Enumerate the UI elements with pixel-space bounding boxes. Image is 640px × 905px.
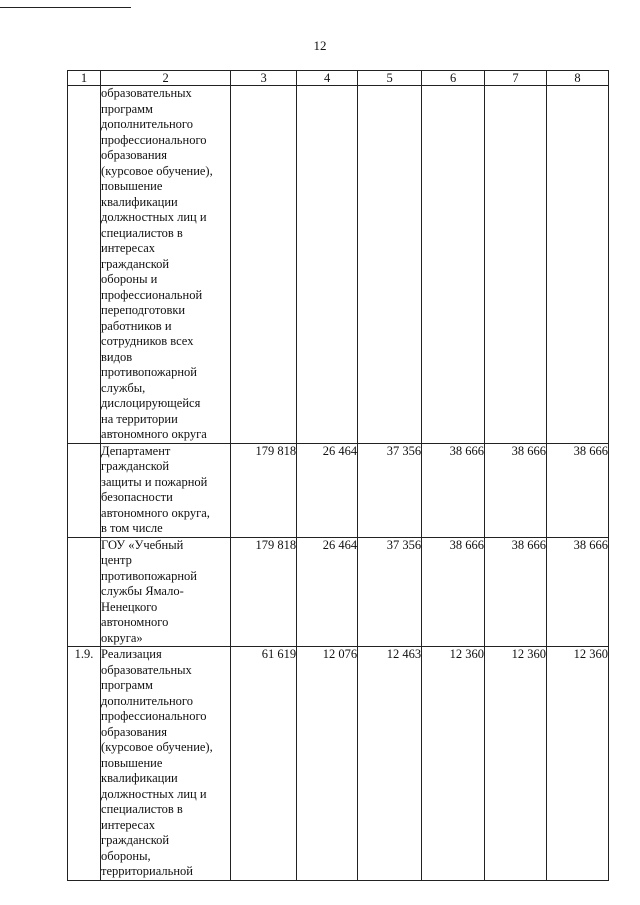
table-row [68,647,609,881]
description-line: повышение [101,755,163,770]
page-number: 12 [313,38,327,53]
row-index-cell [68,443,101,537]
description-line: гражданской [101,256,170,271]
description-line: обороны и [101,272,158,286]
description-line: автономного [101,615,169,629]
description-line: (курсовое обучение), [101,740,213,754]
table-row [68,443,609,537]
value-cell-col-6: 38 666 [422,537,485,647]
description-line: видов [101,349,133,364]
value-cell-col-6 [422,86,485,444]
description-line: дополнительного [101,117,193,131]
row-index-cell [68,537,101,647]
row-description-cell [101,443,231,537]
value-cell-col-8: 38 666 [546,537,608,647]
description-line: противопожарной [101,365,197,379]
description-line: центр [101,553,132,567]
table-body [68,86,609,881]
value-cell-col-5: 12 463 [358,647,422,881]
value-cell-col-3 [231,86,297,444]
column-number-row [68,71,609,86]
description-line: интересах [101,241,156,255]
description-line: специалистов в [101,225,183,240]
description-line: защиты и пожарной [101,474,208,489]
description-line: противопожарной [101,568,197,583]
description-line: программ [101,101,153,116]
row-description-cell [101,647,231,881]
description-line: повышение [101,179,163,193]
value-cell-col-5: 37 356 [358,443,422,537]
column-header: 1 [68,71,101,86]
value-cell-col-4: 12 076 [297,647,358,881]
description-line: специалистов в [101,802,183,816]
value-cell-col-4: 26 464 [297,443,358,537]
description-line: службы, [101,380,146,395]
value-cell-col-7 [485,86,547,444]
row-index-cell: 1.9. [68,647,101,881]
description-line: Реализация [101,647,162,661]
top-left-rule [0,7,131,8]
description-line: службы Ямало- [101,584,184,598]
description-line: профессиональной [101,287,203,302]
description-line: сотрудников всех [101,334,194,348]
description-line: обороны, [101,848,151,863]
value-cell-col-8: 12 360 [546,647,608,881]
description-line: автономного округа, [101,505,210,520]
row-description-cell [101,86,231,444]
description-line: дополнительного [101,693,193,708]
description-line: гражданской [101,833,170,847]
description-line: Департамент [101,443,171,458]
column-header: 3 [231,71,297,86]
column-header: 5 [358,71,422,86]
table-row [68,86,609,444]
description-line: работников и [101,318,172,333]
value-cell-col-7: 38 666 [485,443,547,537]
value-cell-col-5: 37 356 [358,537,422,647]
description-line: Ненецкого [101,599,158,614]
description-line: квалификации [101,771,178,785]
description-line: округа» [101,630,143,645]
value-cell-col-7: 12 360 [485,647,547,881]
value-cell-col-7: 38 666 [485,537,547,647]
column-header: 4 [297,71,358,86]
value-cell-col-3: 179 818 [231,443,297,537]
description-line: гражданской [101,459,170,473]
description-line: должностных лиц и [101,210,207,224]
description-line: должностных лиц и [101,786,207,801]
description-line: профессионального [101,709,207,723]
description-line: дислоцирующейся [101,396,201,410]
description-line: безопасности [101,490,173,504]
value-cell-col-3: 61 619 [231,647,297,881]
column-header: 2 [101,71,231,86]
column-header: 8 [546,71,608,86]
row-index-cell [68,86,101,444]
row-description-cell [101,537,231,647]
value-cell-col-5 [358,86,422,444]
column-header: 7 [485,71,547,86]
description-line: интересах [101,817,156,832]
value-cell-col-4 [297,86,358,444]
description-line: ГОУ «Учебный [101,537,184,552]
description-line: территориальной [101,864,193,878]
value-cell-col-6: 12 360 [422,647,485,881]
description-line: в том числе [101,521,163,535]
description-line: на территории [101,411,178,426]
value-cell-col-4: 26 464 [297,537,358,647]
description-line: образовательных [101,86,192,100]
table-row [68,537,609,647]
description-line: профессионального [101,132,207,147]
column-header: 6 [422,71,485,86]
value-cell-col-3: 179 818 [231,537,297,647]
value-cell-col-8: 38 666 [546,443,608,537]
description-line: образовательных [101,662,192,677]
value-cell-col-6: 38 666 [422,443,485,537]
description-line: переподготовки [101,303,186,317]
description-line: автономного округа [101,427,207,441]
description-line: образования [101,148,167,162]
description-line: образования [101,724,167,739]
budget-table [67,70,609,881]
description-line: (курсовое обучение), [101,163,213,178]
description-line: программ [101,678,153,692]
description-line: квалификации [101,194,178,209]
value-cell-col-8 [546,86,608,444]
